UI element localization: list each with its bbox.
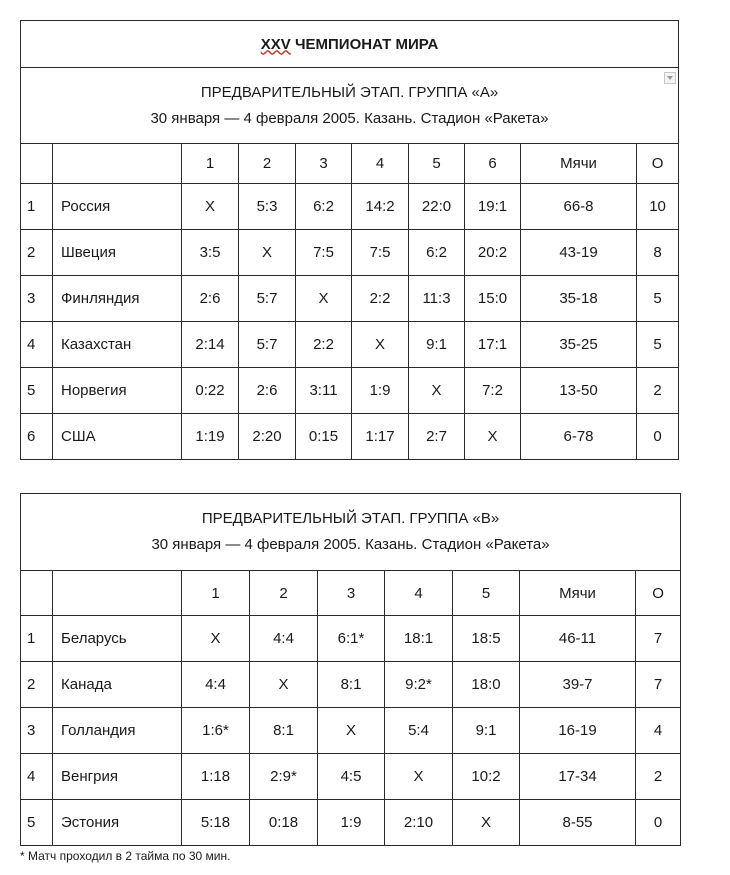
score-cell: 2:20 <box>239 414 296 460</box>
score-cell: 8-55 <box>520 800 636 846</box>
rank-cell: 5 <box>21 800 53 846</box>
team-name: Беларусь <box>53 616 182 662</box>
column-header: 2 <box>250 571 318 616</box>
score-cell: 0 <box>637 414 679 460</box>
column-header: 1 <box>182 144 239 184</box>
score-cell: 17-34 <box>520 754 636 800</box>
table-row <box>21 616 681 662</box>
score-cell: 66-8 <box>521 184 637 230</box>
table-row <box>21 414 679 460</box>
score-cell: 0:22 <box>182 368 239 414</box>
score-cell: 7 <box>636 616 681 662</box>
score-cell: X <box>453 800 520 846</box>
score-cell: 2:2 <box>296 322 352 368</box>
score-cell: 35-18 <box>521 276 637 322</box>
table-row <box>21 368 679 414</box>
score-cell: 43-19 <box>521 230 637 276</box>
score-cell: 5:3 <box>239 184 296 230</box>
rank-cell: 1 <box>21 616 53 662</box>
table-row <box>21 230 679 276</box>
score-cell: 2 <box>636 754 681 800</box>
score-cell: 18:5 <box>453 616 520 662</box>
score-cell: 5:7 <box>239 276 296 322</box>
score-cell: 7:5 <box>296 230 352 276</box>
score-cell: 8:1 <box>250 708 318 754</box>
score-cell: 2:9* <box>250 754 318 800</box>
score-cell: 5:4 <box>385 708 453 754</box>
score-cell: 7:2 <box>465 368 521 414</box>
team-name: США <box>53 414 182 460</box>
score-cell: X <box>250 662 318 708</box>
group-b-header <box>21 494 681 571</box>
score-cell: 19:1 <box>465 184 521 230</box>
rank-cell: 4 <box>21 754 53 800</box>
score-cell: 1:9 <box>352 368 409 414</box>
team-name: Россия <box>53 184 182 230</box>
team-name: Венгрия <box>53 754 182 800</box>
score-cell: 16-19 <box>520 708 636 754</box>
score-cell: 6:2 <box>409 230 465 276</box>
score-cell: 5 <box>637 276 679 322</box>
table-row <box>21 754 681 800</box>
score-cell: 1:17 <box>352 414 409 460</box>
rank-cell: 2 <box>21 230 53 276</box>
team-name: Финляндия <box>53 276 182 322</box>
score-cell: 1:18 <box>182 754 250 800</box>
table-row <box>21 662 681 708</box>
column-header <box>53 571 182 616</box>
column-header: 3 <box>296 144 352 184</box>
score-cell: X <box>296 276 352 322</box>
group-a-table <box>20 20 679 460</box>
score-cell: 5:7 <box>239 322 296 368</box>
score-cell: 2:6 <box>239 368 296 414</box>
score-cell: 2:7 <box>409 414 465 460</box>
score-cell: 7 <box>636 662 681 708</box>
group-a-info: 30 января — 4 февраля 2005. Казань. Стадион «Ракета» <box>150 109 549 127</box>
score-cell: 2 <box>637 368 679 414</box>
team-name: Эстония <box>53 800 182 846</box>
score-cell: X <box>182 616 250 662</box>
rank-cell: 6 <box>21 414 53 460</box>
score-cell: 4 <box>636 708 681 754</box>
rank-cell: 5 <box>21 368 53 414</box>
column-header <box>21 144 53 184</box>
rank-cell: 2 <box>21 662 53 708</box>
group-b-table <box>20 493 681 846</box>
score-cell: 0 <box>636 800 681 846</box>
column-header <box>53 144 182 184</box>
score-cell: 7:5 <box>352 230 409 276</box>
score-cell: 9:2* <box>385 662 453 708</box>
column-header: 5 <box>409 144 465 184</box>
rank-cell: 1 <box>21 184 53 230</box>
score-cell: X <box>239 230 296 276</box>
score-cell: 0:15 <box>296 414 352 460</box>
column-header: 3 <box>318 571 385 616</box>
championship-title: XXV ЧЕМПИОНАТ МИРА <box>21 21 679 68</box>
rank-cell: 3 <box>21 276 53 322</box>
score-cell: X <box>182 184 239 230</box>
score-cell: 2:6 <box>182 276 239 322</box>
score-cell: 2:14 <box>182 322 239 368</box>
column-header: О <box>636 571 681 616</box>
score-cell: 4:4 <box>182 662 250 708</box>
group-b-header-row <box>21 571 681 616</box>
column-header: Мячи <box>521 144 637 184</box>
team-name: Швеция <box>53 230 182 276</box>
team-name: Голландия <box>53 708 182 754</box>
score-cell: X <box>318 708 385 754</box>
team-name: Канада <box>53 662 182 708</box>
score-cell: 2:10 <box>385 800 453 846</box>
score-cell: 11:3 <box>409 276 465 322</box>
score-cell: 2:2 <box>352 276 409 322</box>
score-cell: 35-25 <box>521 322 637 368</box>
column-header: 2 <box>239 144 296 184</box>
score-cell: 39-7 <box>520 662 636 708</box>
score-cell: 8 <box>637 230 679 276</box>
score-cell: 6-78 <box>521 414 637 460</box>
footnote: * Матч проходил в 2 тайма по 30 мин. <box>20 849 231 863</box>
score-cell: 15:0 <box>465 276 521 322</box>
score-cell: X <box>409 368 465 414</box>
column-header: 4 <box>352 144 409 184</box>
score-cell: 18:0 <box>453 662 520 708</box>
score-cell: 5 <box>637 322 679 368</box>
score-cell: 22:0 <box>409 184 465 230</box>
column-header: О <box>637 144 679 184</box>
rank-cell: 4 <box>21 322 53 368</box>
score-cell: X <box>352 322 409 368</box>
score-cell: 14:2 <box>352 184 409 230</box>
score-cell: X <box>385 754 453 800</box>
table-row <box>21 800 681 846</box>
score-cell: 6:1* <box>318 616 385 662</box>
table-row <box>21 276 679 322</box>
score-cell: 46-11 <box>520 616 636 662</box>
score-cell: 18:1 <box>385 616 453 662</box>
score-cell: 6:2 <box>296 184 352 230</box>
rank-cell: 3 <box>21 708 53 754</box>
score-cell: 8:1 <box>318 662 385 708</box>
group-b-info: 30 января — 4 февраля 2005. Казань. Стадион «Ракета» <box>151 536 550 553</box>
table-row <box>21 708 681 754</box>
group-a-stage: ПРЕДВАРИТЕЛЬНЫЙ ЭТАП. ГРУППА «А» <box>200 83 499 101</box>
score-cell: 20:2 <box>465 230 521 276</box>
score-cell: 3:11 <box>296 368 352 414</box>
group-a-header <box>21 68 679 144</box>
score-cell: 13-50 <box>521 368 637 414</box>
team-name: Казахстан <box>53 322 182 368</box>
score-cell: 17:1 <box>465 322 521 368</box>
team-name: Норвегия <box>53 368 182 414</box>
score-cell: 10:2 <box>453 754 520 800</box>
score-cell: 3:5 <box>182 230 239 276</box>
score-cell: X <box>465 414 521 460</box>
dropdown-arrow-icon[interactable] <box>664 72 676 84</box>
column-header: Мячи <box>520 571 636 616</box>
score-cell: 4:5 <box>318 754 385 800</box>
score-cell: 1:9 <box>318 800 385 846</box>
score-cell: 1:6* <box>182 708 250 754</box>
column-header: 1 <box>182 571 250 616</box>
group-a-header-row <box>21 144 679 184</box>
column-header <box>21 571 53 616</box>
score-cell: 9:1 <box>409 322 465 368</box>
table-row <box>21 184 679 230</box>
score-cell: 5:18 <box>182 800 250 846</box>
score-cell: 4:4 <box>250 616 318 662</box>
table-row <box>21 322 679 368</box>
column-header: 4 <box>385 571 453 616</box>
score-cell: 0:18 <box>250 800 318 846</box>
score-cell: 1:19 <box>182 414 239 460</box>
column-header: 5 <box>453 571 520 616</box>
column-header: 6 <box>465 144 521 184</box>
score-cell: 10 <box>637 184 679 230</box>
score-cell: 9:1 <box>453 708 520 754</box>
group-b-stage: ПРЕДВАРИТЕЛЬНЫЙ ЭТАП. ГРУППА «В» <box>201 510 500 527</box>
